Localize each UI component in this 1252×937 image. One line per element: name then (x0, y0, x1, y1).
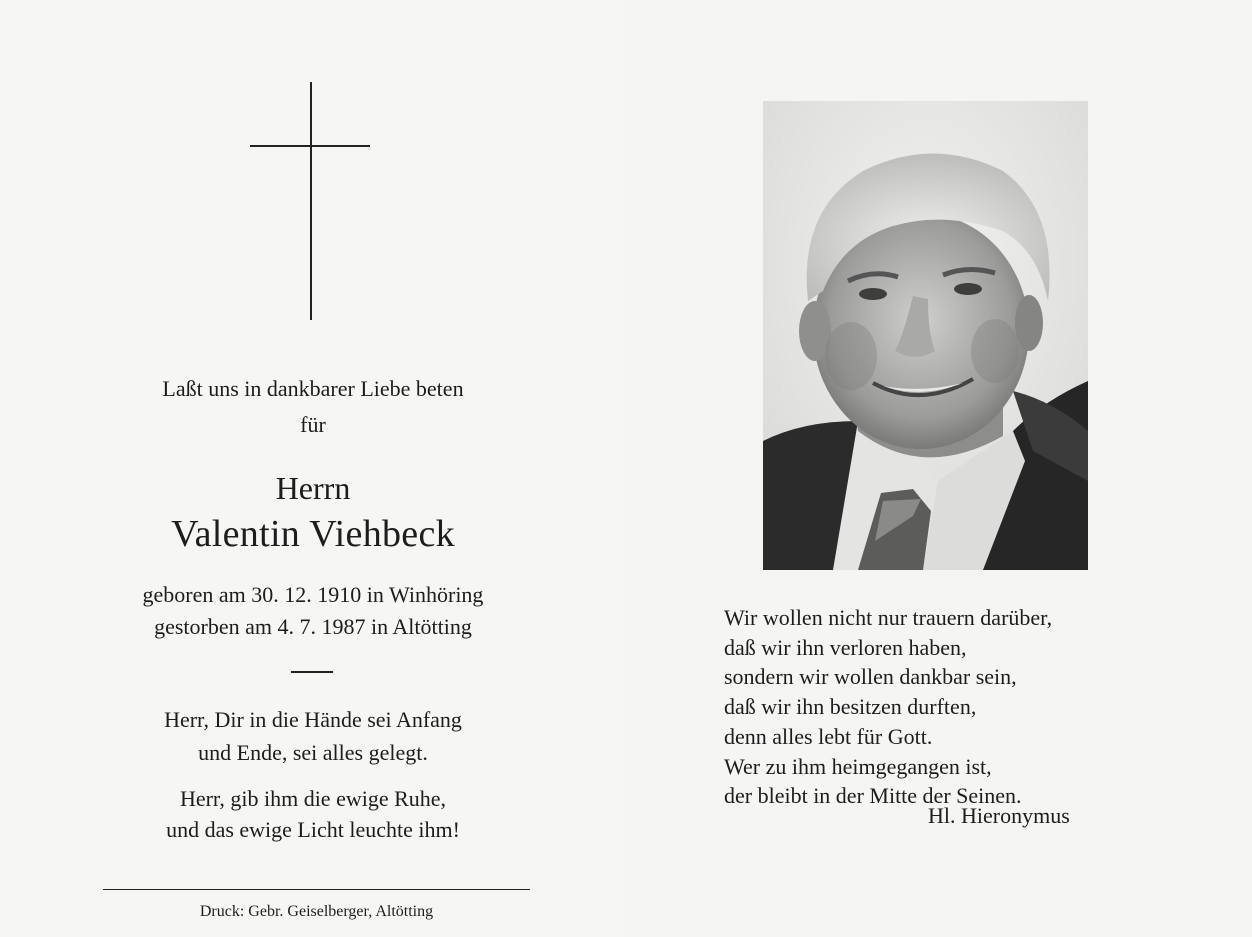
prayer-line: Herr, gib ihm die ewige Ruhe, (179, 786, 447, 811)
portrait-photo (763, 101, 1088, 570)
portrait-icon (763, 101, 1088, 570)
deceased-name: Valentin Viehbeck (171, 513, 455, 555)
footer-divider (103, 889, 530, 890)
poem-line: der bleibt in der Mitte der Seinen. (724, 783, 1022, 809)
poem-line: denn alles lebt für Gott. (724, 723, 933, 749)
prayer-line: Herr, Dir in die Hände sei Anfang (164, 707, 462, 732)
poem-line: Wer zu ihm heimgegangen ist, (724, 753, 992, 779)
poem-line: daß wir ihn verloren haben, (724, 634, 967, 660)
intro-line-fuer: für (300, 412, 326, 437)
poem-line: daß wir ihn besitzen durften, (724, 694, 977, 720)
right-page (626, 0, 1252, 937)
salutation: Herrn (275, 470, 351, 506)
poem-line: sondern wir wollen dankbar sein, (724, 664, 1017, 690)
cross-icon (250, 82, 370, 320)
printer-credit: Druck: Gebr. Geiselberger, Altötting (199, 903, 434, 920)
prayer-line: und das ewige Licht leuchte ihm! (166, 817, 460, 842)
intro-line: Laßt uns in dankbarer Liebe beten (162, 376, 464, 401)
poem-author: Hl. Hieronymus (928, 803, 1070, 828)
death-line: gestorben am 4. 7. 1987 in Altötting (154, 614, 472, 639)
birth-line: geboren am 30. 12. 1910 in Winhöring (142, 582, 484, 607)
poem (724, 603, 1052, 811)
poem-line: Wir wollen nicht nur trauern darüber, (724, 605, 1053, 630)
divider (291, 671, 333, 673)
prayer-line: und Ende, sei alles gelegt. (198, 740, 428, 765)
